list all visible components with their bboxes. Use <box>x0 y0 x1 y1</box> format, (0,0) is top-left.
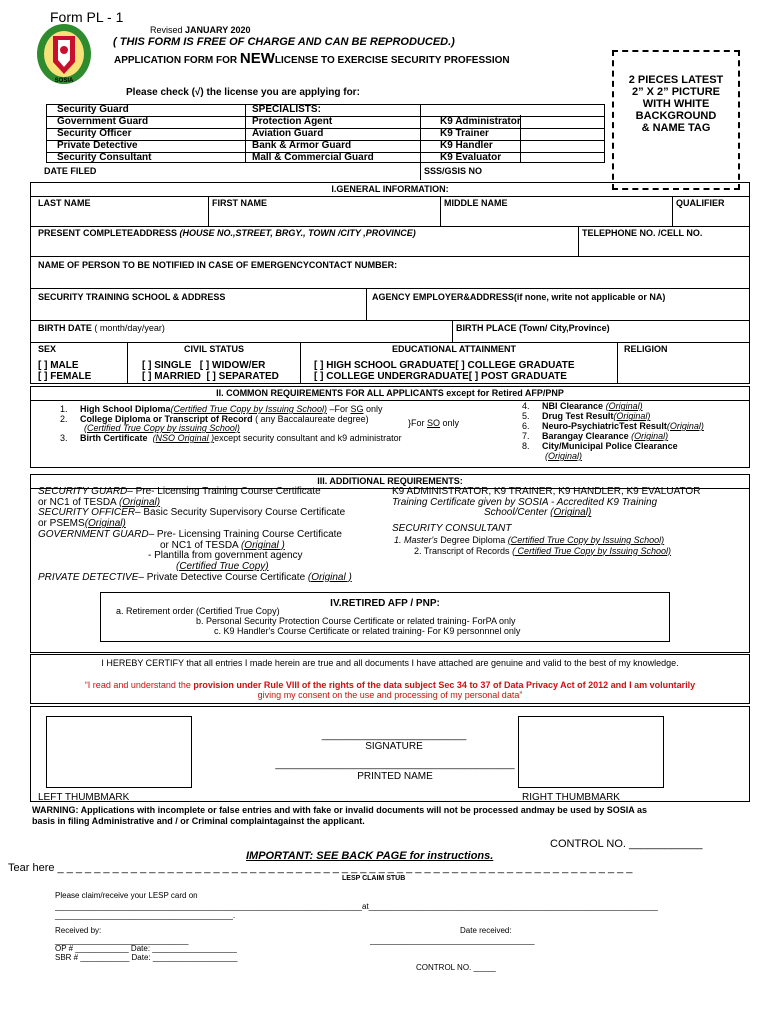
pd-label: PRIVATE DETECTIVE <box>38 571 139 583</box>
retired-b: b. Personal Security Protection Course Certificate or related training- ForPA only <box>196 616 516 626</box>
civil-options <box>142 360 279 382</box>
birth-place-label: BIRTH PLACE (Town/ City,Province) <box>456 323 610 333</box>
license-protection-agent[interactable]: Protection Agent <box>252 116 333 127</box>
sg-original: (Original) <box>118 496 161 508</box>
left-thumbmark-box[interactable] <box>46 716 192 788</box>
row-line <box>30 320 750 321</box>
sosia-seal-icon <box>35 22 93 86</box>
civil-married-checkbox[interactable]: [ ] MARRIED <box>142 371 201 382</box>
general-title: I.GENERAL INFORMATION: <box>331 184 449 194</box>
address-label-text: PRESENT COMPLETEADDRESS <box>38 228 178 238</box>
revised-label <box>150 25 251 35</box>
stub-claim-text: Please claim/receive your LESP card on <box>55 891 198 900</box>
sex-female-checkbox[interactable]: [ ] FEMALE <box>38 371 92 382</box>
common-item-3 <box>60 433 402 443</box>
license-security-consultant[interactable]: Security Consultant <box>57 152 152 163</box>
pd-original: (Original ) <box>307 571 352 583</box>
item-7-title: Barangay Clearance <box>542 431 629 441</box>
common-title: II. COMMON REQUIREMENTS FOR ALL APPLICANTS except for Retired AFP/PNP <box>216 388 564 398</box>
item-number: 4. <box>522 401 530 411</box>
license-k9-handler[interactable]: K9 Handler <box>440 140 493 151</box>
retired-a: a. Retirement order (Certified True Copy) <box>116 606 280 616</box>
date-received-label: Date received: <box>460 926 512 935</box>
sex-label: SEX <box>38 344 57 354</box>
license-col-1 <box>57 104 151 164</box>
app-title-new: NEW <box>239 50 275 67</box>
edu-undergrad-post-checkbox[interactable]: [ ] COLLEGE UNDERGRADUATE[ ] POST GRADUATE <box>314 371 567 382</box>
sc-item-1: 1. Master's <box>394 534 438 545</box>
sg-label: SECURITY GUARD <box>38 486 128 497</box>
telephone-label: TELEPHONE NO. /CELL NO. <box>582 228 703 238</box>
stub-claim-line[interactable]: _____________________________________________________________________at_________________________________________________________________ <box>55 902 658 911</box>
retired-c: c. K9 Handler's Course Certificate or related training- For K9 personnnel only <box>214 626 521 636</box>
signature-label: SIGNATURE <box>365 741 423 752</box>
stub-control-number: CONTROL NO. _____ <box>416 963 496 972</box>
training-divider <box>366 288 367 320</box>
right-thumbmark-box[interactable] <box>518 716 664 788</box>
application-title <box>114 50 510 67</box>
license-k9-trainer[interactable]: K9 Trainer <box>440 128 489 139</box>
item-1-note: (Certified True Copy by Issuing School) <box>170 404 327 414</box>
sex-male-checkbox[interactable]: [ ] MALE <box>38 360 79 371</box>
item-1-only: only <box>363 404 383 414</box>
common-item-6 <box>522 421 704 431</box>
k9-text: Training Certificate given by SOSIA - Accredited K9 Training <box>392 496 658 508</box>
license-security-officer[interactable]: Security Officer <box>57 128 132 139</box>
item-1-rest: –For <box>326 404 351 414</box>
sss-label: SSS/GSIS NO <box>424 166 483 176</box>
k9-title: K9 ADMINISTRATOR, K9 TRAINER, K9 HANDLER, K9 EVALUATOR <box>392 486 701 497</box>
training-school-label: SECURITY TRAINING SCHOOL & ADDRESS <box>38 292 226 302</box>
gg-original: (Original ) <box>240 539 285 551</box>
sc-item-2: 2. Transcript of Records <box>414 545 510 556</box>
privacy-pre: “I read and understand the <box>84 680 191 690</box>
common-item-5 <box>522 411 704 421</box>
license-bank-armor-guard[interactable]: Bank & Armor Guard <box>252 140 352 151</box>
stub-title: LESP CLAIM STUB <box>342 875 406 882</box>
common-item-4 <box>522 401 704 411</box>
license-government-guard[interactable]: Government Guard <box>57 116 149 127</box>
item-6-title: Neuro-PsychiatricTest Result <box>542 421 667 431</box>
item-number: 2. <box>60 414 68 424</box>
item-number: 5. <box>522 411 530 421</box>
row-line <box>30 342 750 343</box>
item-number: 1. <box>60 404 68 414</box>
sc-item-2-note: ( Certified True Copy by Issuing School) <box>512 545 671 556</box>
for-so-post: only <box>440 418 460 428</box>
so-original: (Original) <box>84 518 126 530</box>
civil-separated-checkbox[interactable]: [ ] SEPARATED <box>206 371 279 382</box>
photo-line-1: 2 PIECES LATEST <box>628 74 724 86</box>
license-col-3 <box>440 116 521 164</box>
civil-divider <box>300 342 301 384</box>
name-divider <box>208 196 209 226</box>
revised-label-text: Revised <box>150 25 183 35</box>
warning-line-2: basis in filing Administrative and / or Criminal complaintagainst the applicant. <box>32 816 365 826</box>
grid-divider <box>245 104 246 163</box>
k9-text-2: School/Center <box>484 507 548 519</box>
address-divider <box>578 226 579 256</box>
edu-hs-college-checkbox[interactable]: [ ] HIGH SCHOOL GRADUATE[ ] COLLEGE GRADUATE <box>314 360 575 371</box>
license-col-2 <box>252 104 374 164</box>
k9-original: (Original) <box>550 507 592 519</box>
item-1-title: High School Diploma <box>80 404 171 414</box>
item-8-title: City/Municipal Police Clearance <box>542 441 678 451</box>
sc-item-1-rest: Degree Diploma <box>437 534 506 545</box>
civil-status-label: CIVIL STATUS <box>184 344 245 354</box>
qualifier-label: QUALIFIER <box>676 198 725 208</box>
license-k9-evaluator[interactable]: K9 Evaluator <box>440 152 502 163</box>
gg-ctc: (Certified True Copy) <box>176 560 269 572</box>
sc-item-1-note: (Certified True Copy by Issuing School) <box>507 534 665 545</box>
gg-text: – Pre- Licensing Training Course Certificate <box>148 528 342 540</box>
sosia-logo <box>35 22 93 86</box>
date-sss-divider <box>420 163 421 180</box>
education-label: EDUCATIONAL ATTAINMENT <box>392 344 516 354</box>
item-2-title: College Diploma or Transcript of Record <box>80 414 253 424</box>
date-received-line[interactable]: _____________________________________ <box>370 936 535 945</box>
photo-line-4: BACKGROUND <box>635 110 717 122</box>
date-filed-label: DATE FILED <box>44 166 97 176</box>
item-number: 3. <box>60 433 68 443</box>
gg-text-3: - Plantilla from government agency <box>148 550 303 562</box>
birth-divider <box>452 320 453 342</box>
for-so-pre: For <box>411 418 428 428</box>
row-line <box>30 256 750 257</box>
photo-line-5: & NAME TAG <box>641 122 711 134</box>
education-divider <box>617 342 618 384</box>
civil-widow-checkbox[interactable]: [ ] WIDOW/ER <box>199 360 266 371</box>
free-note: ( THIS FORM IS FREE OF CHARGE AND CAN BE REPRODUCED.) <box>113 36 455 48</box>
civil-single-checkbox[interactable]: [ ] SINGLE <box>142 360 192 371</box>
birth-date-text: BIRTH DATE <box>38 323 92 333</box>
common-col-right <box>522 401 704 461</box>
received-by-line[interactable]: ______________________________ <box>55 936 189 945</box>
stub-claim-line-2[interactable]: ________________________________________. <box>55 911 236 920</box>
common-item-7 <box>522 431 704 441</box>
sex-divider <box>127 342 128 384</box>
grid-divider <box>420 104 421 163</box>
photo-box <box>612 50 740 190</box>
item-5-title: Drug Test Result <box>542 411 614 421</box>
gg-label: GOVERNMENT GUARD <box>38 528 149 540</box>
item-5-note: (Original) <box>613 411 651 421</box>
printed-name-label: PRINTED NAME <box>357 771 433 782</box>
common-item-8 <box>522 441 704 451</box>
item-number: 8. <box>522 441 530 451</box>
form-code: Form PL - 1 <box>50 9 124 25</box>
address-hint: (HOUSE NO.,STREET, BRGY., TOWN /CITY ,PROVINCE) <box>179 228 416 238</box>
certify-text: I HEREBY CERTIFY that all entries I made herein are true and all documents I have attached are genuine and valid to the best of my knowledge. <box>101 658 679 668</box>
additional-col-right <box>392 487 700 556</box>
row-line <box>30 288 750 289</box>
item-3-rest: except security consultant and k9 administrator <box>214 433 402 443</box>
name-divider <box>672 196 673 226</box>
op-number[interactable]: OP # ____________ Date: ___________________ <box>55 944 237 953</box>
app-title-post: LICENSE TO EXERCISE SECURITY PROFESSION <box>274 55 510 66</box>
photo-line-3: WITH WHITE <box>642 98 710 110</box>
item-number: 6. <box>522 421 530 431</box>
retired-title: IV.RETIRED AFP / PNP: <box>330 598 440 609</box>
item-4-note: (Original) <box>605 401 643 411</box>
common-item-8-note: (Original) <box>545 451 583 461</box>
app-title-pre: APPLICATION FORM FOR <box>114 55 238 66</box>
license-aviation-guard[interactable]: Aviation Guard <box>252 128 324 139</box>
license-security-guard[interactable]: Security Guard <box>57 104 129 115</box>
address-label <box>38 228 416 238</box>
specialists-label: SPECIALISTS: <box>252 104 321 115</box>
sg-text-2: or NC1 of TESDA <box>38 496 117 508</box>
tear-here: Tear here _ _ _ _ _ _ _ _ _ _ _ _ _ _ _ _ _ _ _ _ _ _ _ _ _ _ _ _ _ _ _ _ _ _ _ _ _ _ _ _ _ _ _ _ _ _ _ _ _ _ _ _ _ _ _ _ _ _ _ _ _ _ _ <box>8 862 633 874</box>
privacy-bold: provision under Rule VIII of the rights of the data subject Sec 34 to 37 of Data Privacy Act of 2012 and I am voluntarily <box>190 680 696 690</box>
license-private-detective[interactable]: Private Detective <box>57 140 138 151</box>
birth-date-hint: ( month/day/year) <box>94 323 165 333</box>
left-thumbmark-label: LEFT THUMBMARK <box>38 792 130 803</box>
sbr-number[interactable]: SBR # ___________ Date: ___________________ <box>55 953 238 962</box>
item-3-note: (NSO Original ) <box>152 433 215 443</box>
for-so-note: }For SO only <box>408 418 460 428</box>
middle-name-label: MIDDLE NAME <box>444 198 508 208</box>
name-divider <box>440 196 441 226</box>
additional-col-left <box>38 487 352 583</box>
additional-title: III. ADDITIONAL REQUIREMENTS: <box>317 476 463 486</box>
gg-text-2: or NC1 of TESDA <box>160 539 239 551</box>
revised-date: JANUARY 2020 <box>185 25 251 35</box>
license-mall-guard[interactable]: Mall & Commercial Guard <box>252 152 374 163</box>
item-6-note: (Original) <box>666 421 704 431</box>
common-item-2-note: (Certified True Copy by issuing School) <box>84 423 240 433</box>
control-number: CONTROL NO. ____________ <box>550 838 703 850</box>
privacy-consent-line-2: giving my consent on the use and processing of my personal data” <box>257 690 523 700</box>
so-label: SECURITY OFFICER <box>38 507 136 519</box>
birth-date-label <box>38 323 165 333</box>
signature-line[interactable]: __________________________ <box>321 730 467 741</box>
sc-label: SECURITY CONSULTANT <box>392 523 512 535</box>
logo-text: SOSIA <box>54 78 74 84</box>
education-options <box>314 360 575 382</box>
item-7-note: (Original) <box>631 431 669 441</box>
privacy-consent <box>30 680 750 690</box>
first-name-label: FIRST NAME <box>212 198 267 208</box>
item-number: 7. <box>522 431 530 441</box>
item-4-title: NBI Clearance <box>542 401 604 411</box>
received-by-label: Received by: <box>55 926 102 935</box>
license-k9-administrator[interactable]: K9 Administrator <box>440 116 521 127</box>
emergency-label: NAME OF PERSON TO BE NOTIFIED IN CASE OF EMERGENCYCONTACT NUMBER: <box>38 260 398 270</box>
for-so: SO <box>427 418 441 428</box>
last-name-label: LAST NAME <box>38 198 91 208</box>
row-line <box>30 226 750 227</box>
agency-label: AGENCY EMPLOYER&ADDRESS(if none, write not applicable or NA) <box>372 292 666 302</box>
right-thumbmark-label: RIGHT THUMBMARK <box>522 792 620 803</box>
so-text: – Basic Security Supervisory Course Certificate <box>135 507 346 519</box>
item-3-title: Birth Certificate <box>80 433 148 443</box>
so-text-2: or PSEMS <box>38 518 85 530</box>
check-instruction: Please check (√) the license you are applying for: <box>126 87 360 98</box>
common-item-1 <box>60 404 383 414</box>
printed-name-line[interactable]: ___________________________________________ <box>275 759 515 770</box>
item-2-rest: ( any Baccalaureate degree) <box>252 414 369 424</box>
photo-line-2: 2” X 2” PICTURE <box>631 86 721 98</box>
pd-text: – Private Detective Course Certificate <box>138 571 306 583</box>
item-1-sg: SG <box>350 404 364 414</box>
sg-text: – Pre- Licensing Training Course Certificate <box>127 486 321 497</box>
warning-line-1: WARNING: Applications with incomplete or false entries and with fake or invalid documents will not be processed andmay be used by SOSIA as <box>32 805 647 815</box>
important-note: IMPORTANT: SEE BACK PAGE for instructions. <box>246 850 494 862</box>
sex-options <box>38 360 91 382</box>
religion-label: RELIGION <box>624 344 668 354</box>
general-info-box <box>30 196 750 384</box>
